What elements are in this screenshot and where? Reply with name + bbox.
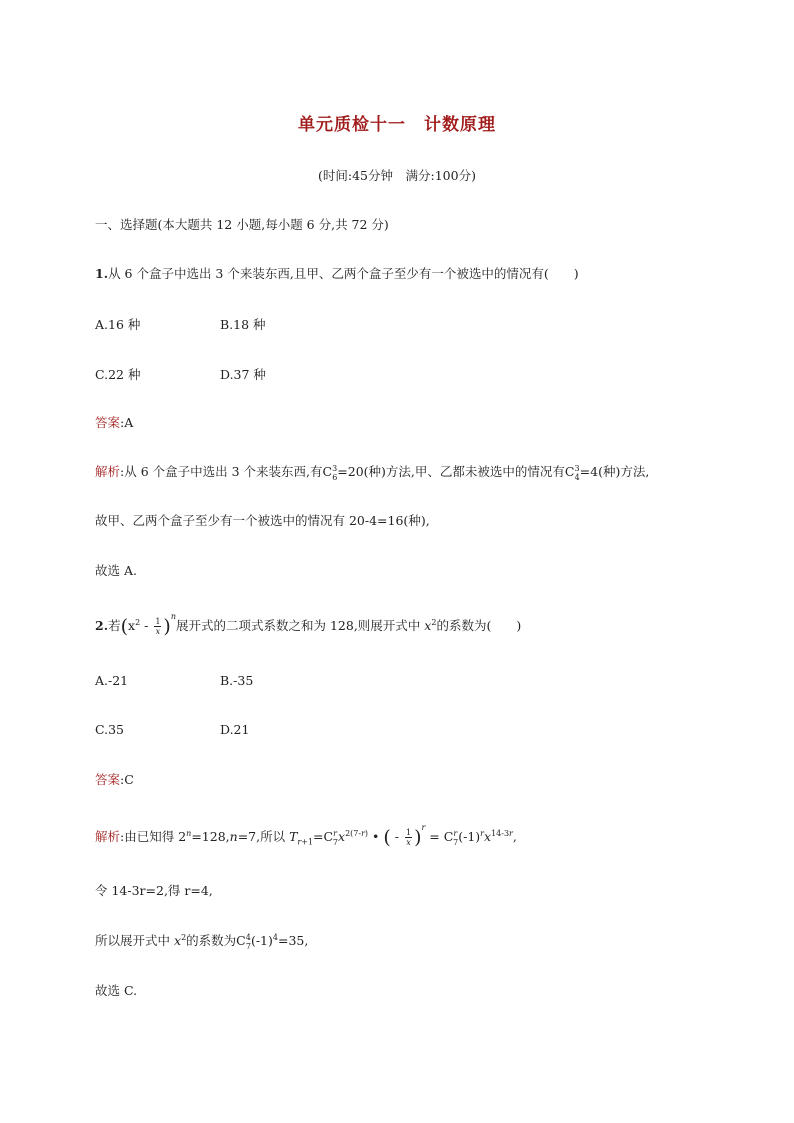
question-text: 展开式的二项式系数之和为 128,则展开式中: [176, 618, 421, 633]
page-title: 单元质检十一 计数原理: [298, 115, 496, 135]
analysis-text: :由已知得 2: [120, 829, 187, 844]
question-1: [95, 265, 579, 283]
question-number: 2.: [95, 618, 109, 633]
combination-c74: $C^4_7$: [236, 932, 251, 951]
answer-label: 答案: [95, 415, 121, 430]
question-2: [95, 611, 522, 638]
combination-c43: $C^3_4$: [564, 463, 580, 482]
analysis-text: =128,: [191, 829, 230, 844]
analysis-text: =7,所以: [237, 829, 286, 844]
question-number: 1.: [95, 266, 109, 281]
analysis-line: 故选 C.: [95, 983, 138, 998]
answer-label: 答案: [95, 772, 121, 787]
page-subtitle: (时间:45分钟 满分:100分): [318, 168, 476, 183]
analysis-text: :从 6 个盒子中选出 3 个来装东西,有: [120, 464, 323, 479]
section-heading: 一、选择题(本大题共 12 小题,每小题 6 分,共 72 分): [95, 217, 389, 232]
option-d: D.21: [220, 722, 250, 737]
answer-line: [95, 771, 134, 789]
analysis-line: 解析:由已知得 $2^n=128,n=7$,所以 $T_{r+1}=C^r_7x^{2(7-r)}$ • ( - $\frac{1}{x}$ )$^r = C^r_7(-1)^rx^{14-3r}$,: [95, 822, 517, 849]
analysis-text: =20(种)方法,甲、乙都未被选中的情况有: [337, 464, 565, 479]
analysis-line: 故甲、乙两个盒子至少有一个被选中的情况有 20-4=16(种),: [95, 513, 430, 528]
option-b: B.-35: [220, 673, 254, 688]
option-a: A.-21: [95, 673, 129, 688]
analysis-line: 故选 A.: [95, 563, 137, 578]
answer-value: :C: [120, 772, 134, 787]
general-term-formula: $T_{r+1}=C^r_7x^{2(7-r)}$ • ( - $\frac{1}{x}$ )$^r = C^r_7(-1)^rx^{14-3r}$,: [289, 822, 517, 849]
option-a: A.16 种: [95, 317, 141, 332]
option-d: D.37 种: [220, 367, 266, 382]
analysis-text: (-1): [250, 933, 273, 948]
question-text: 的系数为( ): [436, 618, 522, 633]
analysis-text: =4(种)方法,: [579, 464, 650, 479]
option-c: C.22 种: [95, 367, 141, 382]
analysis-line: 所以展开式中 $x^2$的系数为$C^4_7(-1)^4=35$,: [95, 932, 309, 951]
analysis-text: 所以展开式中: [95, 933, 171, 948]
analysis-line: [95, 463, 649, 481]
combination-c63: $C^3_6$: [322, 463, 338, 482]
analysis-label: 解析: [95, 464, 121, 479]
analysis-label: 解析: [95, 829, 121, 844]
binomial-expression: ($x^2$ - $\frac{1}{x}$ )$^n$: [120, 611, 176, 638]
question-text: 若: [108, 618, 121, 633]
question-text: 从 6 个盒子中选出 3 个来装东西,且甲、乙两个盒子至少有一个被选中的情况有( ): [108, 266, 579, 281]
analysis-text: 的系数为: [186, 933, 237, 948]
option-c: C.35: [95, 722, 124, 737]
term-x2: $x^2$: [424, 617, 437, 633]
answer-value: :A: [120, 415, 134, 430]
option-b: B.18 种: [220, 317, 266, 332]
analysis-line: 令 14-3r=2,得 r=4,: [95, 883, 213, 898]
answer-line: [95, 414, 133, 432]
analysis-text: =35,: [277, 933, 309, 948]
